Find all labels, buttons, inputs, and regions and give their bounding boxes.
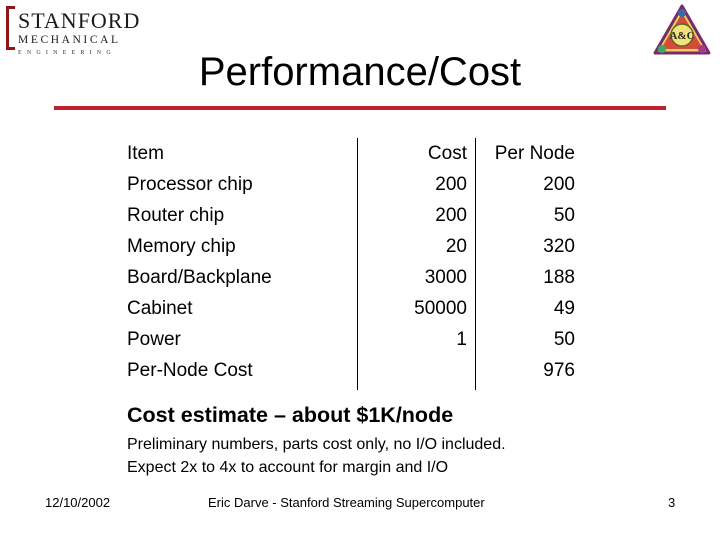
footer-date: 12/10/2002 [45,495,111,510]
row-cabinet-cost: 50000 [414,298,467,319]
row-processor-cost: 200 [435,174,467,195]
row-power-item: Power [127,329,181,350]
table-divider-left [357,138,358,390]
row-memory-per-node: 320 [543,236,575,257]
row-memory-cost: 20 [445,236,467,257]
asc-emblem-logo [653,4,711,56]
cost-table [120,138,580,390]
logo-bracket [6,6,15,50]
row-cabinet-item: Cabinet [127,298,193,319]
row-total-per-node: 976 [543,360,575,381]
row-processor-per-node: 200 [543,174,575,195]
row-cabinet-per-node: 49 [553,298,575,319]
row-total-item: Per-Node Cost [127,360,253,381]
row-memory-item: Memory chip [127,236,236,257]
cost-estimate-heading: Cost estimate – about $1K/node [127,403,454,427]
logo-engineering-text: ENGINEERING [18,50,116,56]
footer-author: Eric Darve - Stanford Streaming Supercomputer [208,495,485,510]
row-router-per-node: 50 [553,205,575,226]
title-underline [54,106,666,110]
row-power-per-node: 50 [553,329,575,350]
row-router-cost: 200 [435,205,467,226]
slide-title: Performance/Cost [198,50,522,94]
row-processor-item: Processor chip [127,174,253,195]
header-item: Item [127,143,164,164]
header-per-node: Per Node [494,143,575,164]
note-line-1: Preliminary numbers, parts cost only, no I/O included. [127,436,506,453]
header-cost: Cost [427,143,467,164]
row-power-cost: 1 [456,329,467,350]
row-board-cost: 3000 [424,267,467,288]
row-board-item: Board/Backplane [127,267,272,288]
row-router-item: Router chip [127,205,225,226]
row-board-per-node: 188 [543,267,575,288]
emblem-text: A&C [669,30,695,42]
footer-page-number: 3 [668,495,676,510]
table-divider-right [475,138,476,390]
logo-mechanical-text: MECHANICAL [18,34,121,46]
logo-stanford-text: STANFORD [18,8,141,33]
note-line-2: Expect 2x to 4x to account for margin and I/O [127,459,449,476]
